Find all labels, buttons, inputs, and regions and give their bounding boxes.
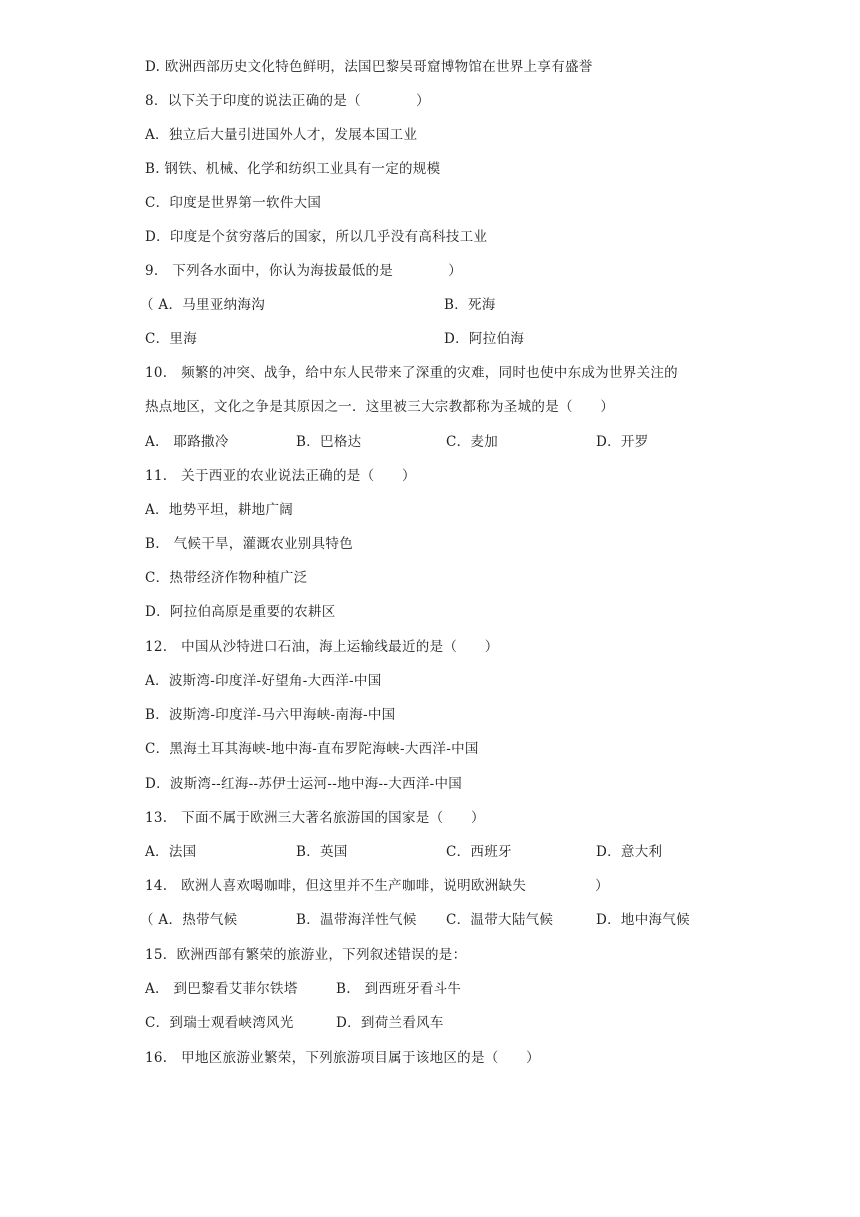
question-16: 16. 甲地区旅游业繁荣，下列旅游项目属于该地区的是（ ） — [145, 1050, 540, 1066]
q14-option-c: C．温带大陆气候 — [446, 912, 554, 928]
q14-option-b: B．温带海洋性气候 — [296, 912, 417, 928]
q9-option-d: D．阿拉伯海 — [444, 331, 525, 347]
q14-option-d: D．地中海气候 — [596, 912, 690, 928]
question-8: 8．以下关于印度的说法正确的是（ ） — [145, 93, 430, 109]
q13-option-d: D．意大利 — [596, 844, 663, 860]
q7-option-d: D. 欧洲西部历史文化特色鲜明，法国巴黎吴哥窟博物馆在世界上享有盛誉 — [145, 59, 593, 75]
q10-option-c: C．麦加 — [446, 434, 499, 450]
q13-option-c: C．西班牙 — [446, 844, 512, 860]
question-9: 9. 下列各水面中，你认为海拔最低的是 ） — [145, 263, 463, 279]
q11-option-a: A．地势平坦，耕地广阔 — [145, 502, 294, 518]
q14-option-a: （ A．热带气候 — [140, 912, 238, 928]
q12-option-c: C．黑海土耳其海峡-地中海-直布罗陀海峡-大西洋-中国 — [145, 741, 479, 757]
question-10-line-2: 热点地区，文化之争是其原因之一．这里被三大宗教都称为圣城的是（ ） — [145, 399, 615, 415]
q9-option-c: C．里海 — [145, 331, 198, 347]
question-13: 13. 下面不属于欧洲三大著名旅游国的国家是（ ） — [145, 810, 485, 826]
q13-option-b: B．英国 — [296, 844, 348, 860]
question-12: 12. 中国从沙特进口石油，海上运输线最近的是（ ） — [145, 639, 499, 655]
q12-option-b: B．波斯湾-印度洋-马六甲海峡-南海-中国 — [145, 707, 396, 723]
q15-option-c: C．到瑞士观看峡湾风光 — [145, 1015, 294, 1031]
q8-option-b: B. 钢铁、机械、化学和纺织工业具有一定的规模 — [145, 161, 441, 177]
q11-option-c: C．热带经济作物种植广泛 — [145, 570, 308, 586]
q10-option-b: B．巴格达 — [296, 434, 362, 450]
q13-option-a: A．法国 — [145, 844, 197, 860]
q8-option-a: A．独立后大量引进国外人才，发展本国工业 — [145, 127, 418, 143]
q12-option-a: A．波斯湾-印度洋-好望角-大西洋-中国 — [145, 673, 382, 689]
question-11: 11. 关于西亚的农业说法正确的是（ ） — [145, 468, 416, 484]
q9-option-a: （ A．马里亚纳海沟 — [140, 297, 266, 313]
question-14: 14. 欧洲人喜欢喝咖啡，但这里并不生产咖啡，说明欧洲缺失 ） — [145, 878, 609, 894]
q9-option-b: B．死海 — [444, 297, 496, 313]
q11-option-b: B. 气候干旱，灌溉农业别具特色 — [145, 536, 354, 552]
q8-option-c: C．印度是世界第一软件大国 — [145, 195, 322, 211]
q12-option-d: D．波斯湾--红海--苏伊士运河--地中海--大西洋-中国 — [145, 776, 463, 792]
q10-option-d: D．开罗 — [596, 434, 649, 450]
question-10-line-1: 10. 频繁的冲突、战争，给中东人民带来了深重的灾难，同时也使中东成为世界关注的 — [145, 365, 678, 381]
question-15: 15．欧洲西部有繁荣的旅游业，下列叙述错误的是： — [145, 947, 467, 963]
q15-option-b: B. 到西班牙看斗牛 — [336, 981, 462, 997]
q8-option-d: D．印度是个贫穷落后的国家，所以几乎没有高科技工业 — [145, 229, 488, 245]
q15-option-a: A. 到巴黎看艾菲尔铁塔 — [145, 981, 298, 997]
q10-option-a: A. 耶路撒冷 — [145, 434, 229, 450]
q11-option-d: D．阿拉伯高原是重要的农耕区 — [145, 604, 336, 620]
q15-option-d: D．到荷兰看风车 — [336, 1015, 444, 1031]
